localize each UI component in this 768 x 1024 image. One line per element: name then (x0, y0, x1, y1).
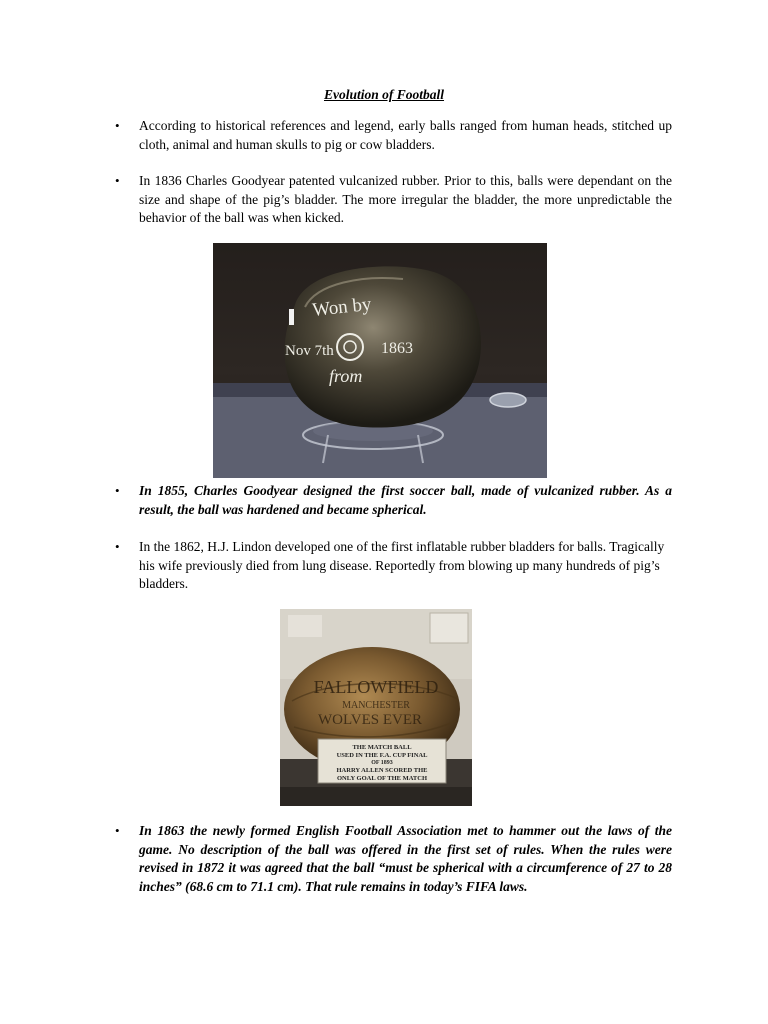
photo-ball-text: 1863 (381, 340, 413, 357)
bullet-icon: • (115, 823, 120, 838)
list-item (115, 822, 672, 896)
plaque-text: THE MATCH BALL (352, 744, 412, 751)
list-item (115, 482, 672, 519)
photo-ball-text: Nov 7th (285, 343, 334, 359)
paragraph-text: According to historical references and legend, early balls ranged from human heads, stitched up cloth, animal and human skulls to pig or cow bladders. (139, 118, 672, 152)
bullet-icon: • (115, 173, 120, 188)
plaque-text: OF 1893 (371, 760, 393, 766)
paragraph-text: In 1855, Charles Goodyear designed the first soccer ball, made of vulcanized rubber. As a result, the ball was hardened and became spherical. (139, 483, 672, 517)
paragraph-text: In 1836 Charles Goodyear patented vulcanized rubber. Prior to this, balls were dependant on the size and shape of the pig’s bladder. The more irregular the bladder, the more unpredictable the behavior of the ball was when kicked. (139, 173, 672, 225)
page-title: Evolution of Football (323, 87, 445, 102)
bullet-icon: • (115, 118, 120, 133)
photo-ball-text: MANCHESTER (342, 700, 410, 711)
paragraph-text: In 1863 the newly formed English Football Association met to hammer out the laws of the game. No description of the ball was offered in the first set of rules. When the rules were revised in 1872 it was agreed that the ball “must be spherical with a circumference of 27 to 28 inches” (68.6 cm to 71.1 cm). That rule remains in today’s FIFA laws. (139, 823, 672, 894)
ball-photo-1863 (213, 243, 547, 478)
plaque-text: HARRY ALLEN SCORED THE (336, 767, 428, 774)
photo-ball-text: from (329, 366, 363, 386)
plaque-text: ONLY GOAL OF THE MATCH (336, 775, 428, 782)
photo-ball-text: WOLVES EVER (317, 712, 423, 728)
photo-ball-text: FALLOWFIELD (313, 677, 439, 697)
list-item (115, 538, 672, 594)
list-item (115, 117, 672, 154)
plaque-text: USED IN THE F.A. CUP FINAL (336, 752, 428, 759)
ball-photo-1893 (280, 609, 472, 806)
paragraph-text: In the 1862, H.J. Lindon developed one of the first inflatable rubber bladders for balls. Tragically his wife previously died from lung disease. Reportedly from blowing up many hundreds of pig’s bladders. (139, 539, 665, 591)
list-item (115, 172, 672, 228)
bullet-icon: • (115, 539, 120, 554)
photo-ball-text: Won by (311, 293, 373, 321)
bullet-icon: • (115, 483, 120, 498)
